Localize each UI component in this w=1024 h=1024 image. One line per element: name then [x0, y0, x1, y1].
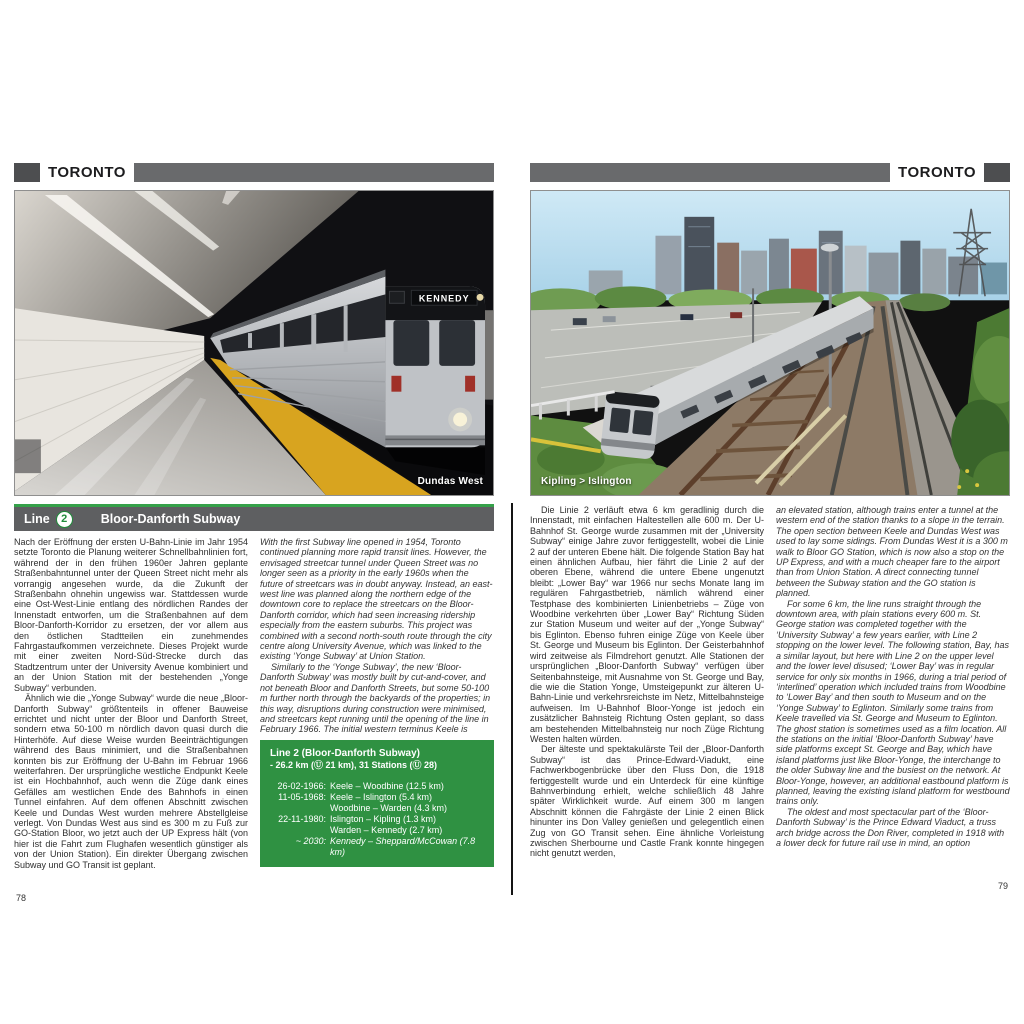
infobox-row: 11-05-1968: Keele – Islington (5.4 km) [278, 791, 433, 802]
paragraph: Nach der Eröffnung der ersten U-Bahn-Linie im Jahr 1954 setzte Toronto die Planung weiterer Schnellbahnlinien fort, während der in den frühen 1960er Jahren geplante Straßenbahntunnel unter der Queen Street nicht mehr als vorrangig angesehen wurde, da die Zukunft der Straßenbahn ohnehin ungewiss war. Stattdessen wurde eine Ost-West-Linie entlang des nördlichen Randes der Innenstadt entworfen, um die Straßenbahnen auf dem Bloor-Danforth-Korridor zu ersetzen, der vor allem aus den östlichen Stadtteilen ein zunehmendes Fahrgastaufkommen verzeichnete. Dieses Projekt wurde mit einer zweiten Nord-Süd-Strecke durch das Stadtzentrum unter der University Avenue kombiniert und an der Union Station mit der bestehenden „Yonge Subway“ verbunden. [14, 537, 248, 693]
infobox-row: Warden – Kennedy (2.7 km) [330, 824, 443, 835]
line-label: Line [24, 512, 50, 526]
english-text-column [260, 537, 494, 870]
header-square-icon [14, 163, 40, 182]
paragraph: Die Linie 2 verläuft etwa 6 km geradlinig durch die Innenstadt, mit einfachen Haltestellen alle 600 m. Der U-Bahnhof St. George wurde zusammen mit der „University Subway“ einige Jahre zuvor fertiggestellt, wobei die Linie 2 auf der unteren Ebene hält. Die folgende Station Bay hat einen ähnlichen Aufbau, hier fährt die Linie 2 auf der oberen Ebene, während die untere Ebene ungenutzt bleibt: „Lower Bay“ war 1966 nur sechs Monate lang im regulären Fahrgastbetrieb, nämlich während einer Testphase des kombinierten Linienbetriebs – Züge von Woodbine verkehrten über „Lower Bay“ Richtung Süden zur Station Museum und weiter auf der „Yonge Subway“ bis Eglinton. Ebenso fuhren einige Züge von Keele über St. George und Museum bis Eglinton. Der Geisterbahnhof wird zeitweise als Filmdrehort genutzt. Alle Stationen der ursprünglichen „Bloor-Danforth Subway“ verfügen über Seitenbahnsteige, mit Ausnahme von St. George und Bay, die wie die Station Yonge, Umsteigepunkt zur älteren U-Bahn-Linie und verkehrsreichste im Netz, Mittelbahnsteige aufweisen. Im U-Bahnhof Bloor-Yonge ist jedoch ein zusätzlicher Bahnsteig Richtung Osten geplant, so dass am bestehenden Mittelbahnsteig nur noch Züge Richtung Westen halten würden. [530, 505, 764, 744]
infobox-opening-dates [270, 781, 484, 858]
paragraph: Similarly to the ‘Yonge Subway’, the new ‘Bloor-Danforth Subway’ was mostly built by cut-and-cover, and not beneath Bloor and Danforth Streets, but some 50-100 m further north through the backyards of the properties; in this way, disruptions during construction were minimised, and streetcars kept running until the opening of the line in February 1966. The initial western terminus Keele is [260, 661, 491, 735]
photo-caption: Dundas West [417, 476, 483, 487]
train-destination-sign: KENNEDY [418, 293, 470, 304]
page-header-title: TORONTO [48, 164, 126, 181]
infobox-row: Woodbine – Warden (4.3 km) [330, 802, 448, 813]
left-page-text-columns [14, 537, 494, 870]
photo-caption: Kipling > Islington [541, 476, 632, 487]
infobox-row: 26-02-1966: Keele – Woodbine (12.5 km) [277, 780, 444, 791]
line-2-badge-icon: 2 [56, 511, 73, 528]
german-text-column [14, 537, 248, 870]
english-text-column [776, 505, 1010, 859]
line-2-header-bar [14, 504, 494, 531]
photo-kipling-islington [530, 190, 1010, 496]
paragraph: Der älteste und spektakulärste Teil der „Bloor-Danforth Subway“ ist das Prince-Edward-Viadukt, eine Fachwerkbogenbrücke über den Fluss Don, die 1918 fertiggestellt wurde und ein Unterdeck für eine künftige Bahnverbindung erhielt, welche schließlich 48 Jahre später Wirklichkeit wurde. Auf einem 300 m langen Abschnitt können die Fahrgäste der Linie 2 einen Blick hinunter ins Don Valley genießen und gelegentlich einen Zug von GO Transit sehen. Eine ähnliche Vorleistung zwischen Sherbourne und Castle Frank konnte hingegen nicht genutzt werden, [530, 744, 764, 859]
header-rule-bar [530, 163, 890, 182]
infobox-row: 22-11-1980: Islington – Kipling (1.3 km) [278, 813, 437, 824]
line-title: Bloor-Danforth Subway [100, 512, 241, 526]
right-page-text-columns [530, 505, 1010, 859]
open-track-illustration [531, 191, 1009, 495]
page-right [530, 163, 1010, 891]
left-page-header [14, 163, 494, 182]
subway-station-illustration [15, 191, 493, 495]
paragraph: For some 6 km, the line runs straight through the downtown area, with plain stations every 600 m. St. George station was completed together with the ‘University Subway’ a few years earlier, with Line 2 stopping on the lower level. The following station, Bay, has a similar layout, but here with Line 2 on the upper level and the lower level disused; ‘Lower Bay’ was in regular service for only six months in 1966, during a trial period of ‘interlined’ operation which included trains from Woodbine to ‘Lower Bay’ and then south to Museum and on the ‘Yonge Subway’ to Eglinton. Similarly some trains from Keele travelled via St. George and Museum to Eglinton. The ghost station is sometimes used as a film location. All the stations on the initial ‘Bloor-Danforth Subway’ have side platforms except St. George and Bay, which have island platforms just like Bloor-Yonge, the interchange to the older Subway line and the busiest on the network. At Bloor-Yonge, however, an additional eastbound platform is planned, leaving the existing island platform for westbound trains only. [776, 598, 1010, 807]
infobox-row-future: ~ 2030: Kennedy – Sheppard/McCowan (7.8 km) [295, 835, 476, 857]
line-2-infobox [260, 740, 494, 867]
header-rule-bar [134, 163, 494, 182]
page-number-78: 78 [16, 893, 27, 903]
page-header-title: TORONTO [898, 164, 976, 181]
page-number-79: 79 [997, 881, 1008, 891]
header-square-icon [984, 163, 1010, 182]
page-left [14, 163, 494, 903]
paragraph: With the first Subway line opened in 1954, Toronto continued planning more rapid transit lines. However, the envisaged streetcar tunnel under Queen Street was no longer seen as a priority in the early 1960s when the future of streetcars was in doubt anyway. Instead, an east-west line was planned along the northern edge of the downtown core to replace the streetcars on the Bloor-Danforth corridor, which had seen increasing ridership especially from the eastern suburbs. This project was combined with a second north-south route through the city centre along University Avenue, which was linked to the existing ‘Yonge Subway’ at Union Station. [260, 537, 493, 662]
infobox-title: Line 2 (Bloor-Danforth Subway) [270, 747, 420, 759]
page-divider-rule [511, 503, 513, 895]
infobox-subtitle: - 26.2 km (Ⓤ 21 km), 31 Stations (Ⓤ 28) [270, 759, 438, 770]
photo-dundas-west [14, 190, 494, 496]
german-text-column [530, 505, 764, 859]
right-page-header [530, 163, 1010, 182]
paragraph: Ähnlich wie die „Yonge Subway“ wurde die neue „Bloor-Danforth Subway“ größtenteils in offener Bauweise errichtet und nicht unter der Bloor und Danforth Street, sondern etwa 50-100 m nördlich davon quasi durch die Hinterhöfe. Auf diese Weise wurden Beeinträchtigungen während des Baus minimiert, und die Straßenbahnen konnten bis zur Eröffnung der U-Bahn im Februar 1966 weiterfahren. Der ursprüngliche westliche Endpunkt Keele ist ein Hochbahnhof, auch wenn die Züge dank eines Gefälles am westlichen Ende des Bahnhofs in einen Tunnel einfahren. Auf dem offenen Abschnitt zwischen Keele und Dundas West wurden mehrere Abstellgleise verlegt. Von Dundas West aus sind es 300 m zu Fuß zur GO-Station Bloor, wo jetzt auch der UP Express hält (von hier ist die Fahrt zum Flughafen wesentlich günstiger als von der Union Station). Ein direkter Übergang zwischen Subway und GO Transit ist geplant. [14, 693, 248, 870]
paragraph: an elevated station, although trains enter a tunnel at the western end of the station thanks to a slope in the terrain. The open section between Keele and Dundas West was used to lay some sidings. From Dundas West it is a 300 m walk to Bloor GO Station, which is now also a stop on the UP Express, and with a much cheaper fare to the airport than from Union Station. A direct connecting tunnel between the Subway station and the GO station is planned. [776, 505, 1008, 599]
paragraph: The oldest and most spectacular part of the ‘Bloor-Danforth Subway’ is the Prince Edward Viaduct, a truss arch bridge across the Don River, completed in 1918 with a lower deck for future rail use in mind, an option [776, 806, 1005, 848]
